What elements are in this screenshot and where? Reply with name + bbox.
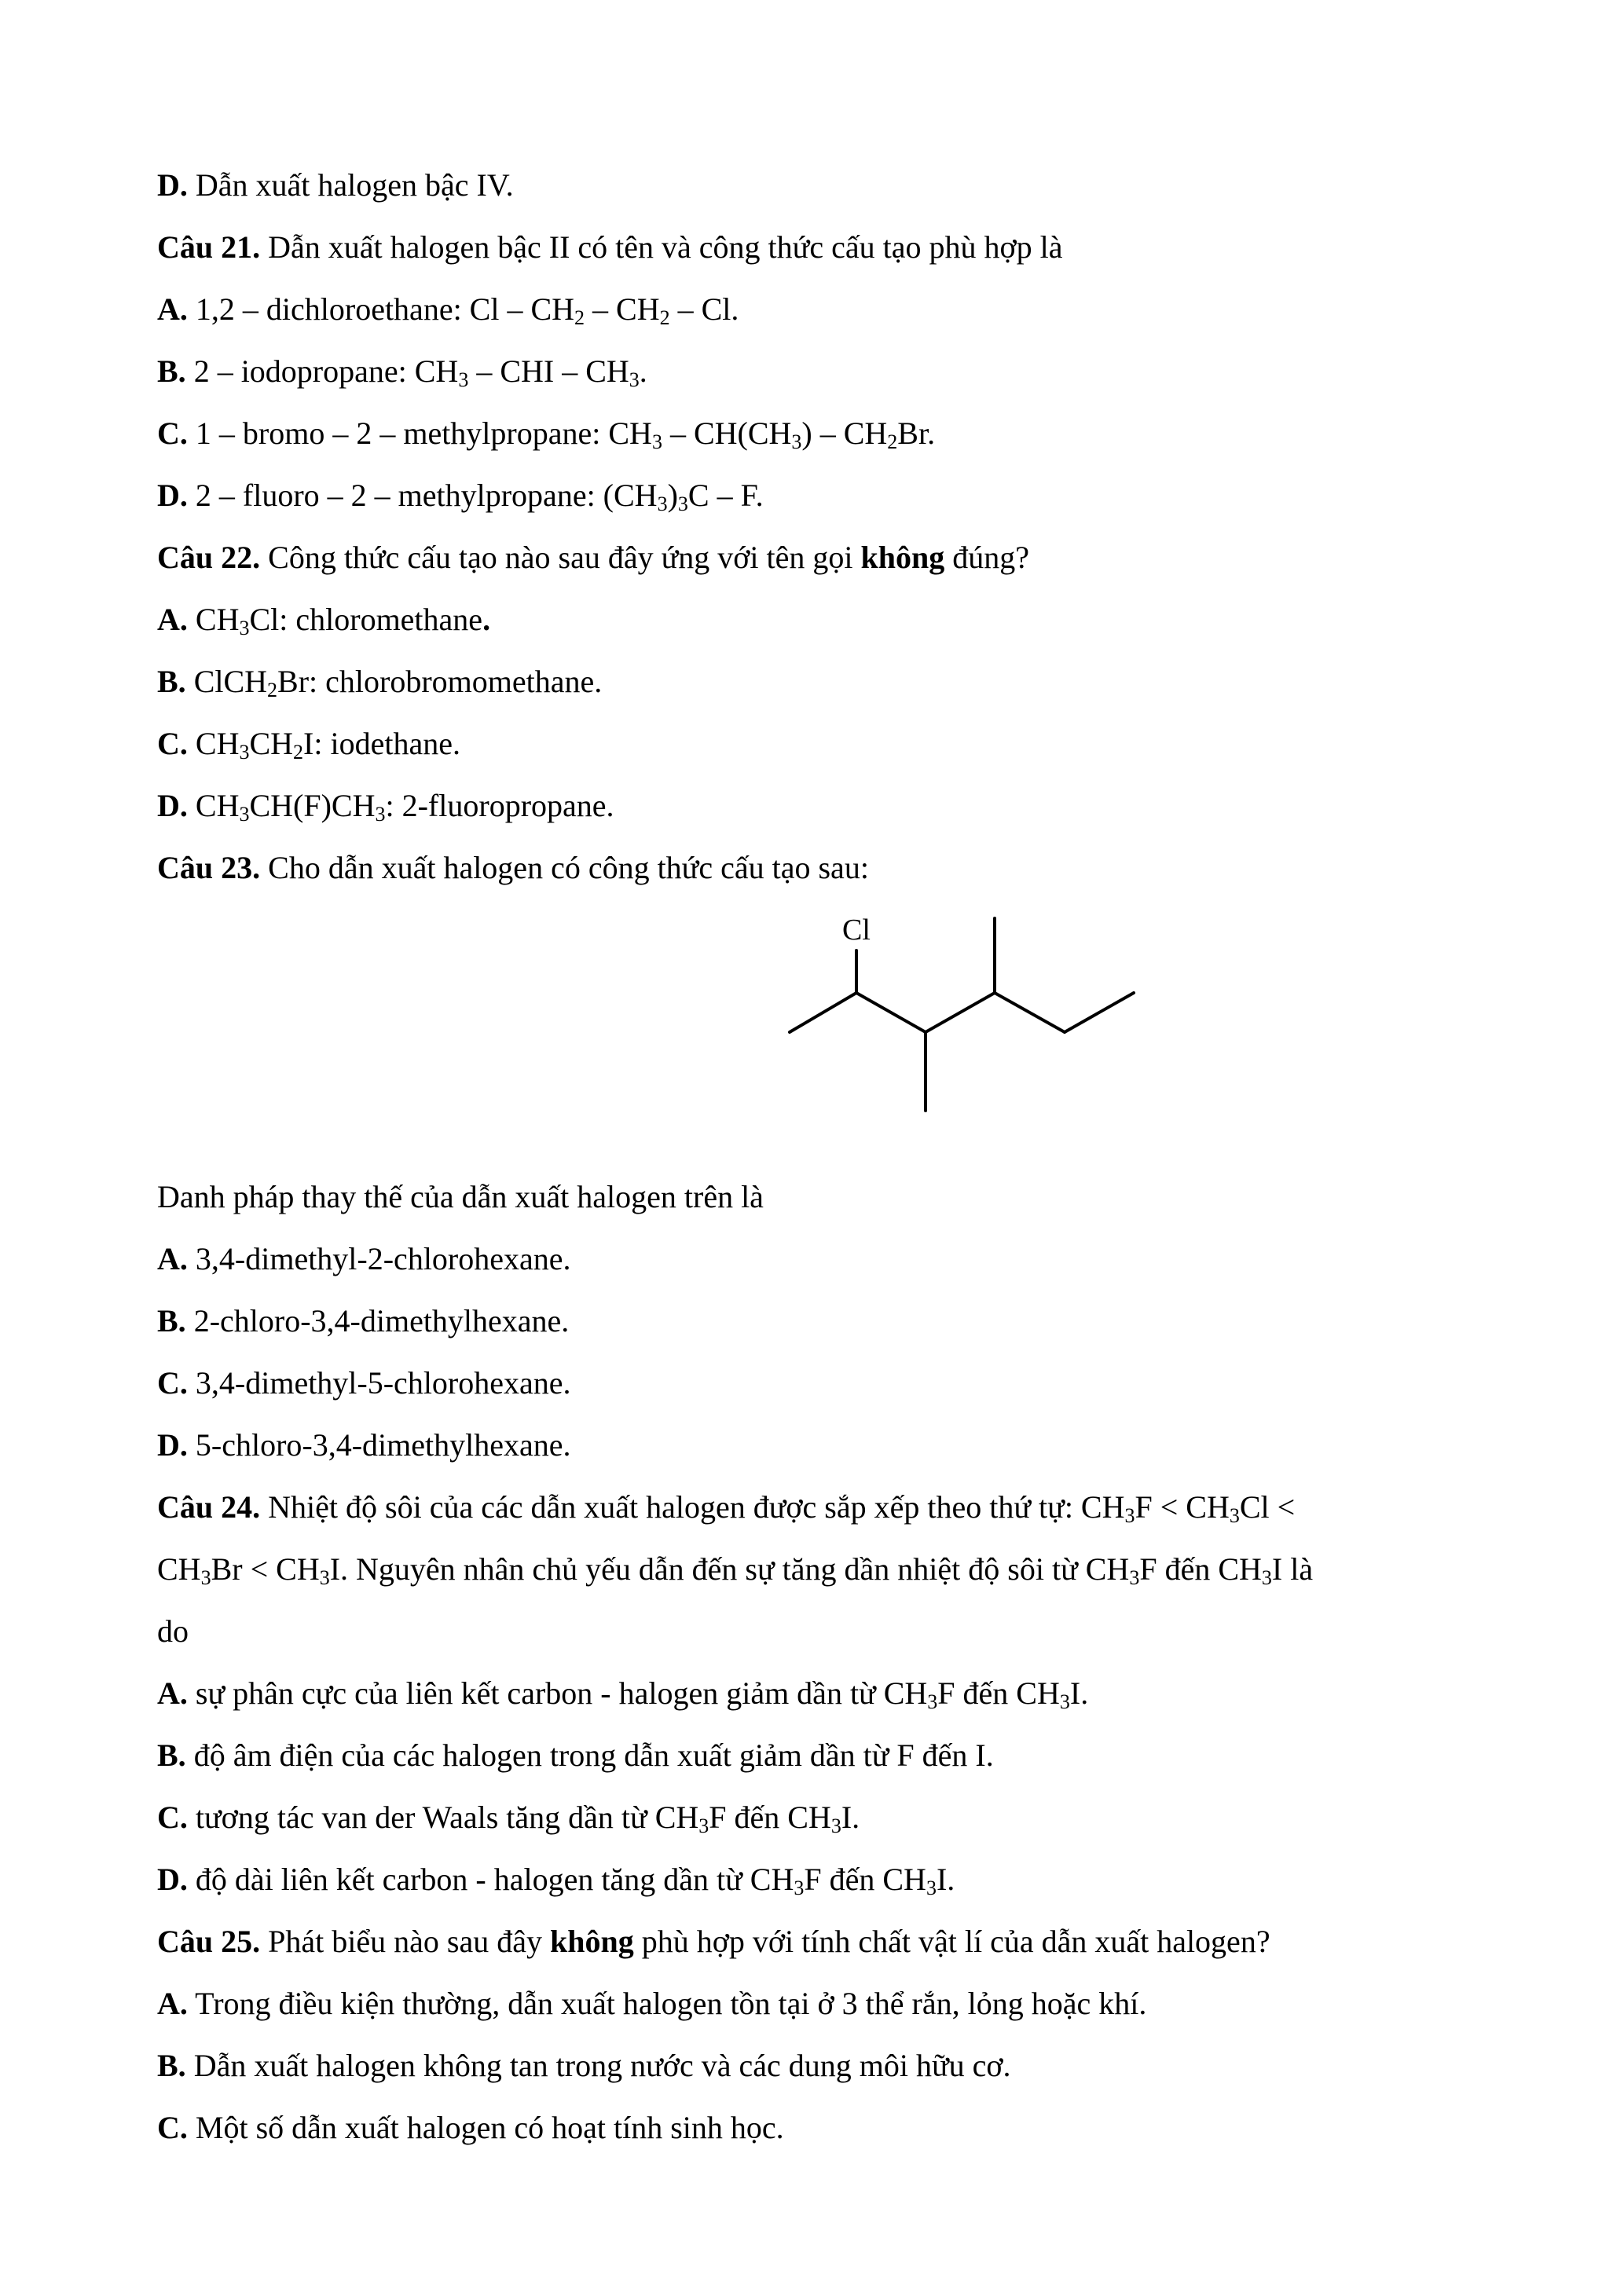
- question-text: CH: [157, 1551, 201, 1587]
- q25-stem: [157, 1910, 1493, 1972]
- q22-option-d: [157, 774, 1493, 837]
- option-letter: A.: [157, 291, 188, 327]
- question-text: đúng?: [944, 540, 1030, 575]
- skeletal-structure-diagram: [629, 899, 1179, 1166]
- option-text: 2-chloro-3,4-dimethylhexane.: [185, 1303, 570, 1338]
- option-text: 2 – iodopropane: CH: [185, 353, 459, 389]
- option-text: ClCH: [185, 664, 268, 699]
- question-label: Câu 23.: [157, 850, 261, 885]
- option-letter: A.: [157, 602, 188, 637]
- subscript: 2: [574, 306, 585, 329]
- option-letter: A.: [157, 1675, 188, 1711]
- subscript: 3: [830, 1814, 841, 1837]
- bond-c3-c4: [926, 993, 995, 1032]
- option-letter: A.: [157, 1986, 188, 2021]
- option-letter: B.: [157, 1303, 186, 1338]
- option-letter: D.: [157, 1427, 188, 1463]
- option-text: Br.: [897, 416, 936, 451]
- bond-c2-c3: [856, 993, 926, 1032]
- option-text: C – F.: [687, 478, 764, 513]
- option-letter: B.: [157, 2048, 186, 2083]
- option-letter: C.: [157, 2110, 188, 2145]
- option-text: Dẫn xuất halogen không tan trong nước và các dung môi hữu cơ.: [185, 2048, 1011, 2083]
- option-text: 1 – bromo – 2 – methylpropane: CH: [187, 416, 652, 451]
- subscript: 2: [267, 679, 278, 701]
- option-text: CH: [187, 726, 240, 761]
- q23-stem: [157, 837, 1493, 899]
- option-text: 1,2 – dichloroethane: Cl – CH: [187, 291, 575, 327]
- question-text: F đến CH: [1139, 1551, 1262, 1587]
- question-text: F < CH: [1135, 1489, 1230, 1525]
- q21-option-a: [157, 278, 1493, 340]
- subscript: 3: [200, 1566, 211, 1589]
- subscript: 3: [651, 430, 662, 453]
- question-text: Phát biểu nào sau đây: [260, 1924, 550, 1959]
- option-text: sự phân cực của liên kết carbon - halogen giảm dần từ CH: [187, 1675, 928, 1711]
- option-letter: B.: [157, 664, 186, 699]
- q25-option-b: [157, 2034, 1493, 2096]
- option-letter: B.: [157, 353, 186, 389]
- subscript: 3: [657, 493, 668, 515]
- subscript: 3: [1229, 1504, 1240, 1527]
- option-letter: C.: [157, 726, 188, 761]
- option-text: ) – CH: [801, 416, 888, 451]
- subscript: 2: [293, 741, 304, 764]
- subscript: 2: [887, 430, 898, 453]
- option-letter: B.: [157, 1738, 186, 1773]
- option-text: I.: [1069, 1675, 1089, 1711]
- option-text: .: [639, 353, 647, 389]
- option-text: 3,4-dimethyl-2-chlorohexane.: [187, 1241, 571, 1276]
- subscript: 3: [239, 741, 250, 764]
- question-emphasis: không: [860, 540, 945, 575]
- subscript: 3: [677, 493, 688, 515]
- q22-option-c: [157, 712, 1493, 774]
- question-label: Câu 22.: [157, 540, 261, 575]
- option-text: – CHI – CH: [468, 353, 629, 389]
- q24-option-b: [157, 1724, 1493, 1786]
- subscript: 2: [659, 306, 670, 329]
- option-text: Br: chlorobromomethane.: [277, 664, 603, 699]
- subscript: 3: [794, 1877, 805, 1899]
- q23-option-d: [157, 1414, 1493, 1476]
- q24-option-c: [157, 1786, 1493, 1848]
- option-letter: A.: [157, 1241, 188, 1276]
- q25-option-a: [157, 1972, 1493, 2034]
- option-text: : 2-fluoropropane.: [385, 788, 614, 823]
- option-text: – Cl.: [669, 291, 739, 327]
- option-text: độ dài liên kết carbon - halogen tăng dần từ CH: [187, 1862, 794, 1897]
- q23-option-c: [157, 1352, 1493, 1414]
- q24-stem-line1: [157, 1476, 1493, 1538]
- option-text: CH: [187, 602, 240, 637]
- option-letter: D.: [157, 478, 188, 513]
- option-text: F đến CH: [804, 1862, 926, 1897]
- q24-stem-line2: [157, 1538, 1493, 1600]
- option-letter: D.: [157, 167, 188, 203]
- q24-option-d: [157, 1848, 1493, 1910]
- option-letter: C.: [157, 1800, 188, 1835]
- subscript: 3: [927, 1690, 938, 1713]
- subscript: 3: [1261, 1566, 1272, 1589]
- q21-option-d: [157, 464, 1493, 526]
- question-label: Câu 25.: [157, 1924, 261, 1959]
- bond-c5-c6: [1065, 993, 1134, 1032]
- question-label: Câu 24.: [157, 1489, 261, 1525]
- subscript: 3: [1059, 1690, 1070, 1713]
- option-text: 5-chloro-3,4-dimethylhexane.: [187, 1427, 571, 1463]
- q25-option-c: [157, 2096, 1493, 2159]
- option-text: CH: [187, 788, 240, 823]
- option-text: 2 – fluoro – 2 – methylpropane: (CH: [187, 478, 658, 513]
- q21-option-c: [157, 402, 1493, 464]
- q23-option-a: [157, 1228, 1493, 1290]
- subscript: 3: [239, 617, 250, 639]
- option-text: I.: [841, 1800, 860, 1835]
- question-text: phù hợp với tính chất vật lí của dẫn xuất halogen?: [633, 1924, 1270, 1959]
- option-text: 3,4-dimethyl-5-chlorohexane.: [187, 1365, 571, 1401]
- question-text: Cho dẫn xuất halogen có công thức cấu tạo sau:: [260, 850, 869, 885]
- option-text: tương tác van der Waals tăng dần từ CH: [187, 1800, 699, 1835]
- subscript: 3: [926, 1877, 937, 1899]
- option-letter: D.: [157, 1862, 188, 1897]
- option-text: I: iodethane.: [303, 726, 460, 761]
- q24-stem-line3: do: [157, 1613, 189, 1649]
- question-text: I là: [1271, 1551, 1314, 1587]
- q23-prompt: Danh pháp thay thế của dẫn xuất halogen trên là: [157, 1179, 764, 1214]
- question-text: Br < CH: [211, 1551, 320, 1587]
- subscript: 3: [1129, 1566, 1140, 1589]
- subscript: 3: [458, 368, 469, 391]
- bond-c1-c2: [790, 993, 856, 1032]
- question-emphasis: không: [549, 1924, 634, 1959]
- option-text: CH: [249, 726, 294, 761]
- option-text: F đến CH: [937, 1675, 1060, 1711]
- chlorine-atom-label: Cl: [842, 914, 871, 947]
- subscript: 3: [319, 1566, 330, 1589]
- option-text: Một số dẫn xuất halogen có hoạt tính sinh học.: [187, 2110, 784, 2145]
- option-text: .: [482, 602, 491, 637]
- option-text: độ âm điện của các halogen trong dẫn xuất giảm dần từ F đến I.: [185, 1738, 994, 1773]
- q22-stem: [157, 526, 1493, 588]
- question-text: Cl <: [1239, 1489, 1296, 1525]
- bond-c4-c5: [995, 993, 1065, 1032]
- subscript: 3: [698, 1814, 709, 1837]
- option-text: – CH(CH: [662, 416, 792, 451]
- subscript: 3: [791, 430, 802, 453]
- question-text: Nhiệt độ sôi của các dẫn xuất halogen được sắp xếp theo thứ tự: CH: [260, 1489, 1125, 1525]
- question-text: I. Nguyên nhân chủ yếu dẫn đến sự tăng dần nhiệt độ sôi từ CH: [329, 1551, 1130, 1587]
- option-letter: C.: [157, 416, 188, 451]
- option-text: Trong điều kiện thường, dẫn xuất halogen tồn tại ở 3 thể rắn, lỏng hoặc khí.: [187, 1986, 1147, 2021]
- q24-option-a: [157, 1662, 1493, 1724]
- option-text: Dẫn xuất halogen bậc IV.: [187, 167, 514, 203]
- q22-option-a: [157, 588, 1493, 650]
- subscript: 3: [1124, 1504, 1135, 1527]
- question-text: Dẫn xuất halogen bậc II có tên và công thức cấu tạo phù hợp là: [260, 229, 1063, 265]
- question-label: Câu 21.: [157, 229, 261, 265]
- q20-option-d: [157, 154, 1493, 216]
- option-text: Cl: chloromethane: [249, 602, 483, 637]
- q21-option-b: [157, 340, 1493, 402]
- option-text: – CH: [585, 291, 660, 327]
- option-letter: C.: [157, 1365, 188, 1401]
- q21-stem: [157, 216, 1493, 278]
- subscript: 3: [629, 368, 640, 391]
- subscript: 3: [239, 803, 250, 826]
- document-page: [157, 154, 1493, 2159]
- option-letter: D.: [157, 788, 188, 823]
- option-text: F đến CH: [709, 1800, 831, 1835]
- option-text: ): [667, 478, 678, 513]
- question-text: Công thức cấu tạo nào sau đây ứng với tên gọi: [260, 540, 861, 575]
- structural-formula: [157, 899, 1493, 1166]
- q22-option-b: [157, 650, 1493, 712]
- q23-option-b: [157, 1290, 1493, 1352]
- option-text: CH(F)CH: [249, 788, 376, 823]
- subscript: 3: [375, 803, 386, 826]
- option-text: I.: [936, 1862, 955, 1897]
